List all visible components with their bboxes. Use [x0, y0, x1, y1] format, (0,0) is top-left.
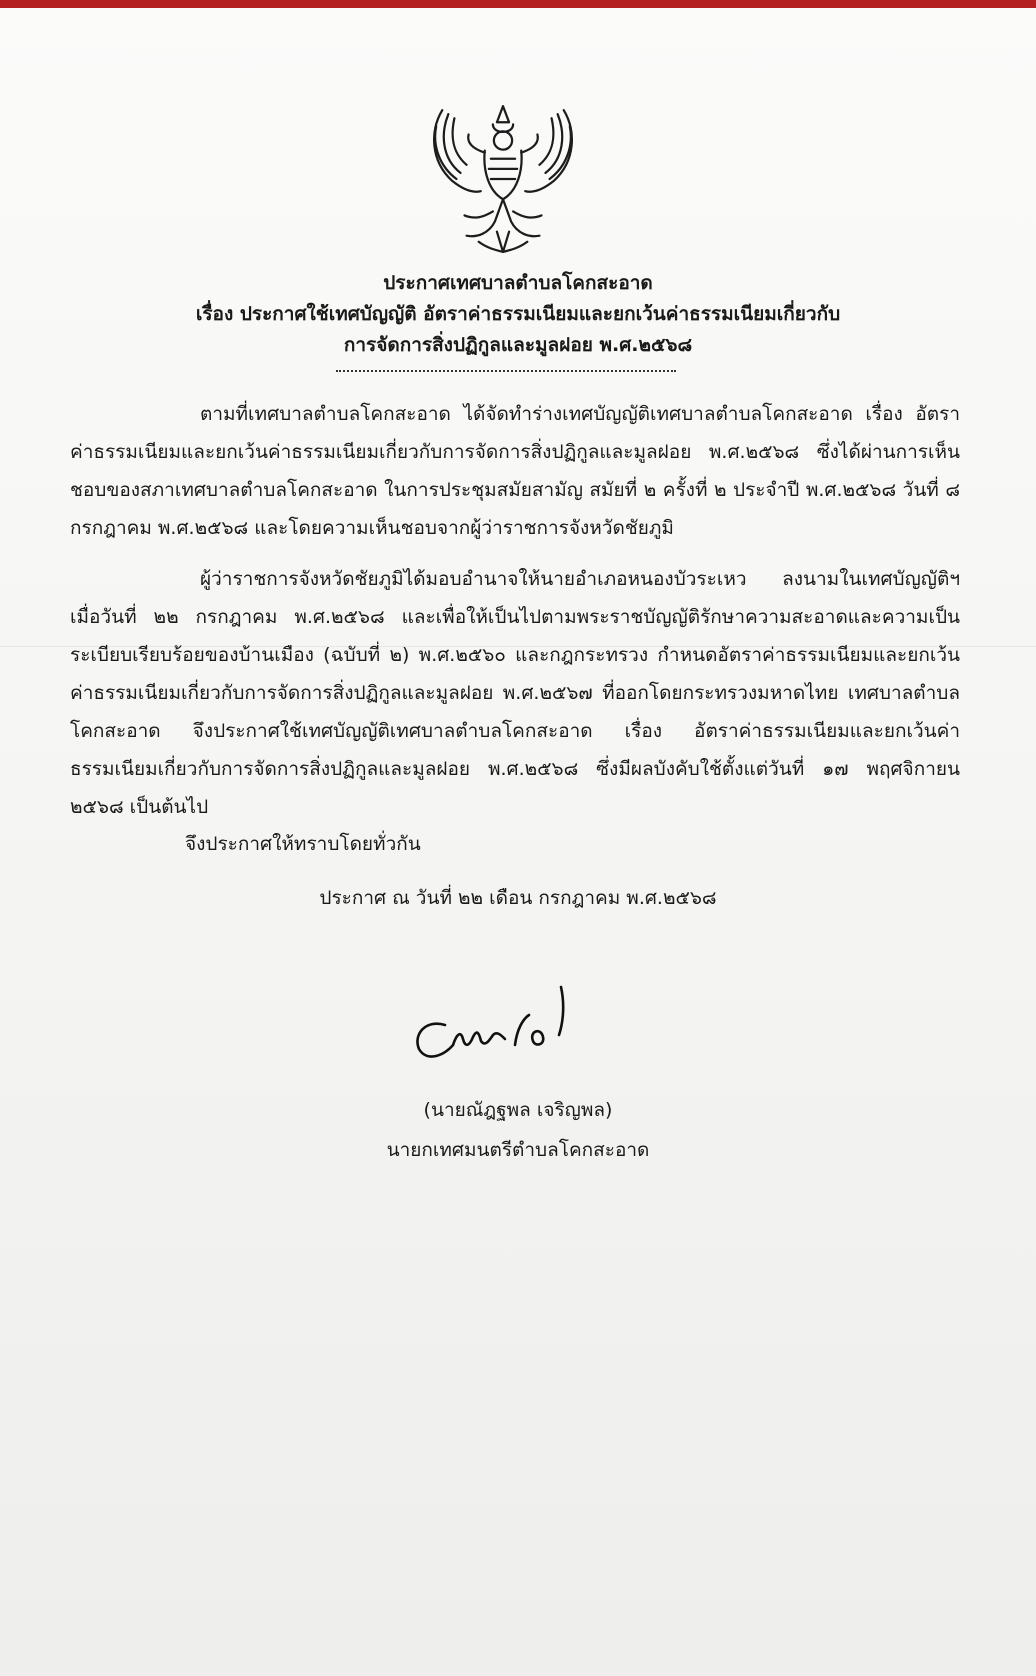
signer-block: [0, 1090, 1036, 1170]
signer-name: (นายณัฎฐพล เจริญพล): [423, 1099, 613, 1121]
closing-statement: จึงประกาศให้ทราบโดยทั่วกัน: [185, 833, 421, 855]
dotted-divider: [336, 370, 676, 374]
announcement-header: [0, 268, 1036, 360]
announcement-title: ประกาศเทศบาลตำบลโคกสะอาด: [383, 272, 653, 294]
signer-title: นายกเทศมนตรีตำบลโคกสะอาด: [386, 1139, 650, 1161]
paragraph-2: ผู้ว่าราชการจังหวัดชัยภูมิได้มอบอำนาจให้นายอำเภอหนองบัวระเหว ลงนามในเทศบัญญัติฯ เมื่อวันที่ ๒๒ กรกฎาคม พ.ศ.๒๕๖๘ และเพื่อให้เป็นไปตามพระราชบัญญัติรักษาความสะอาดและความเป็นระเบียบเรียบร้อยของบ้านเมือง (ฉบับที่ ๒) พ.ศ.๒๕๖๐ และกฎกระทรวง กำหนดอัตราค่าธรรมเนียมและยกเว้นค่าธรรมเนียมเกี่ยวกับการจัดการสิ่งปฏิกูลและมูลฝอย พ.ศ.๒๕๖๗ ที่ออกโดยกระทรวงมหาดไทย เทศบาลตำบลโคกสะอาด จึงประกาศใช้เทศบัญญัติเทศบาลตำบลโคกสะอาด เรื่อง อัตราค่าธรรมเนียมและยกเว้นค่าธรรมเนียมเกี่ยวกับการจัดการสิ่งปฏิกูลและมูลฝอย พ.ศ.๒๕๖๘ ซึ่งมีผลบังคับใช้ตั้งแต่วันที่ ๑๗ พฤศจิกายน ๒๕๖๘ เป็นต้นไป: [70, 568, 960, 818]
announcement-subject-continued: การจัดการสิ่งปฏิกูลและมูลฝอย พ.ศ.๒๕๖๘: [343, 334, 693, 356]
handwritten-signature: [405, 975, 595, 1075]
garuda-emblem-icon: [422, 100, 584, 258]
announcement-subject: เรื่อง ประกาศใช้เทศบัญญัติ อัตราค่าธรรมเนียมและยกเว้นค่าธรรมเนียมเกี่ยวกับ: [195, 303, 841, 325]
paragraph-1: ตามที่เทศบาลตำบลโคกสะอาด ได้จัดทำร่างเทศบัญญัติเทศบาลตำบลโคกสะอาด เรื่อง อัตราค่าธรรมเนียมและยกเว้นค่าธรรมเนียมเกี่ยวกับการจัดการสิ่งปฏิกูลและมูลฝอย พ.ศ.๒๕๖๘ ซึ่งได้ผ่านการเห็นชอบของสภาเทศบาลตำบลโคกสะอาด ในการประชุมสมัยสามัญ สมัยที่ ๒ ครั้งที่ ๒ ประจำปี พ.ศ.๒๕๖๘ วันที่ ๘ กรกฎาคม พ.ศ.๒๕๖๘ และโดยความเห็นชอบจากผู้ว่าราชการจังหวัดชัยภูมิ: [70, 403, 960, 539]
announcement-date: ประกาศ ณ วันที่ ๒๒ เดือน กรกฎาคม พ.ศ.๒๕๖๘: [319, 887, 717, 909]
top-red-edge: [0, 0, 1036, 8]
